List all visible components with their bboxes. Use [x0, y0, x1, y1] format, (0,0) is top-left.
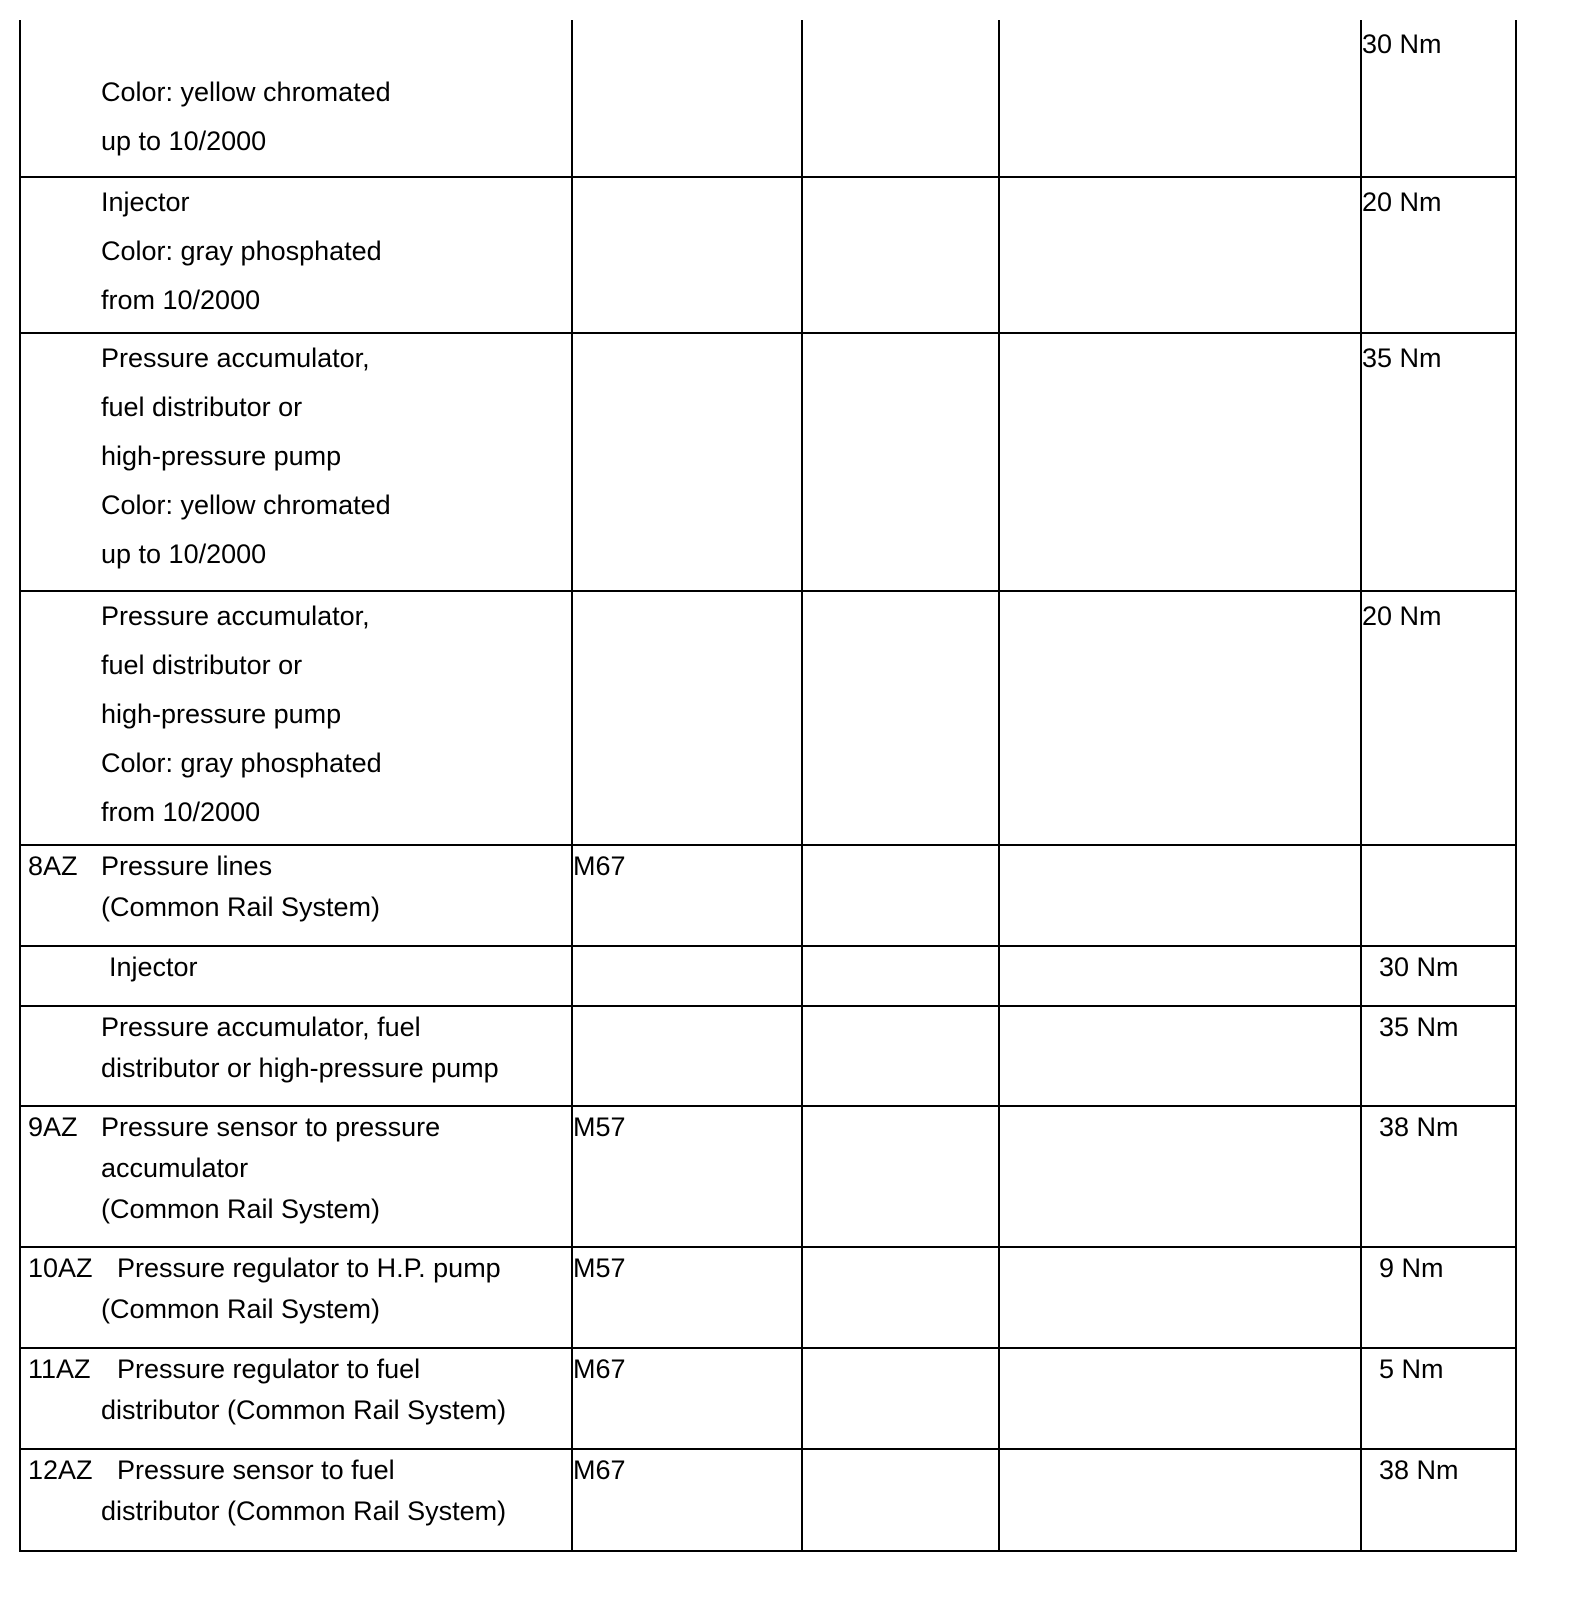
empty-cell — [802, 20, 999, 177]
description-cell — [20, 1106, 572, 1247]
description-line: distributor (Common Rail System) — [101, 1496, 507, 1526]
description-line: accumulator — [101, 1153, 249, 1183]
item-id: 9AZ — [28, 1112, 78, 1142]
description-cell — [20, 333, 572, 591]
empty-cell — [999, 1348, 1361, 1449]
description-line: Pressure sensor to fuel — [117, 1455, 395, 1485]
engine-cell: M57 — [572, 1106, 802, 1247]
description-line: up to 10/2000 — [101, 539, 267, 569]
description-line: distributor or high-pressure pump — [101, 1053, 499, 1083]
torque-cell — [1361, 845, 1516, 946]
table-row — [20, 946, 1516, 1006]
table-row — [20, 1106, 1516, 1247]
empty-cell — [802, 1247, 999, 1348]
empty-cell — [999, 591, 1361, 845]
torque-cell: 35 Nm — [1361, 333, 1516, 591]
description-cell — [20, 1247, 572, 1348]
empty-cell — [999, 20, 1361, 177]
torque-cell: 30 Nm — [1361, 946, 1516, 1006]
table-row — [20, 1247, 1516, 1348]
torque-cell: 9 Nm — [1361, 1247, 1516, 1348]
engine-cell: M67 — [572, 845, 802, 946]
engine-cell — [572, 333, 802, 591]
description-cell — [20, 946, 572, 1006]
description-line: fuel distributor or — [101, 392, 303, 422]
engine-cell: M67 — [572, 1348, 802, 1449]
table-row — [20, 591, 1516, 845]
description-cell — [20, 1449, 572, 1551]
engine-cell — [572, 591, 802, 845]
item-id: 8AZ — [28, 851, 78, 881]
empty-cell — [802, 333, 999, 591]
torque-cell: 38 Nm — [1361, 1449, 1516, 1551]
table-row — [20, 20, 1516, 177]
description-line: (Common Rail System) — [101, 1294, 381, 1324]
empty-cell — [999, 333, 1361, 591]
torque-cell: 30 Nm — [1361, 20, 1516, 177]
description-line: Color: gray phosphated — [101, 748, 382, 778]
description-line: Pressure lines — [101, 851, 273, 881]
item-id: 12AZ — [28, 1455, 93, 1485]
description-line: Pressure regulator to H.P. pump — [117, 1253, 501, 1283]
description-line: high-pressure pump — [101, 699, 342, 729]
empty-cell — [802, 1106, 999, 1247]
empty-cell — [802, 1348, 999, 1449]
torque-cell: 38 Nm — [1361, 1106, 1516, 1247]
description-line: (Common Rail System) — [101, 1194, 381, 1224]
empty-cell — [802, 591, 999, 845]
description-cell — [20, 591, 572, 845]
empty-cell — [999, 1106, 1361, 1247]
description-line: Pressure accumulator, — [101, 343, 370, 373]
description-line: from 10/2000 — [101, 285, 261, 315]
description-line: Injector — [109, 952, 198, 982]
item-id: 11AZ — [28, 1354, 91, 1384]
torque-cell: 20 Nm — [1361, 591, 1516, 845]
torque-spec-table — [19, 20, 1517, 1552]
description-line: Pressure accumulator, fuel — [101, 1012, 421, 1042]
engine-cell — [572, 1006, 802, 1106]
table-row — [20, 177, 1516, 333]
table-row — [20, 845, 1516, 946]
torque-cell: 35 Nm — [1361, 1006, 1516, 1106]
description-cell — [20, 177, 572, 333]
description-line: fuel distributor or — [101, 650, 303, 680]
description-line: Color: yellow chromated — [101, 77, 391, 107]
torque-cell: 20 Nm — [1361, 177, 1516, 333]
engine-cell — [572, 177, 802, 333]
empty-cell — [802, 845, 999, 946]
description-line: Color: yellow chromated — [101, 490, 391, 520]
empty-cell — [802, 177, 999, 333]
item-id: 10AZ — [28, 1253, 93, 1283]
description-cell — [20, 1348, 572, 1449]
description-line: distributor (Common Rail System) — [101, 1395, 507, 1425]
description-line: high-pressure pump — [101, 441, 342, 471]
description-cell — [20, 1006, 572, 1106]
empty-cell — [999, 1449, 1361, 1551]
description-line: Pressure sensor to pressure — [101, 1112, 441, 1142]
table-row — [20, 333, 1516, 591]
table-row — [20, 1006, 1516, 1106]
empty-cell — [999, 1247, 1361, 1348]
empty-cell — [999, 845, 1361, 946]
description-line: from 10/2000 — [101, 797, 261, 827]
empty-cell — [802, 946, 999, 1006]
description-cell — [20, 20, 572, 177]
engine-cell: M67 — [572, 1449, 802, 1551]
engine-cell — [572, 20, 802, 177]
table-row — [20, 1449, 1516, 1551]
description-line: (Common Rail System) — [101, 892, 381, 922]
empty-cell — [802, 1006, 999, 1106]
description-cell — [20, 845, 572, 946]
description-line: Pressure regulator to fuel — [117, 1354, 421, 1384]
description-line: Injector — [101, 187, 190, 217]
description-line: Pressure accumulator, — [101, 601, 370, 631]
engine-cell — [572, 946, 802, 1006]
description-line: up to 10/2000 — [101, 126, 267, 156]
empty-cell — [999, 946, 1361, 1006]
table-row — [20, 1348, 1516, 1449]
description-line: Color: gray phosphated — [101, 236, 382, 266]
torque-cell: 5 Nm — [1361, 1348, 1516, 1449]
engine-cell: M57 — [572, 1247, 802, 1348]
empty-cell — [802, 1449, 999, 1551]
empty-cell — [999, 177, 1361, 333]
empty-cell — [999, 1006, 1361, 1106]
